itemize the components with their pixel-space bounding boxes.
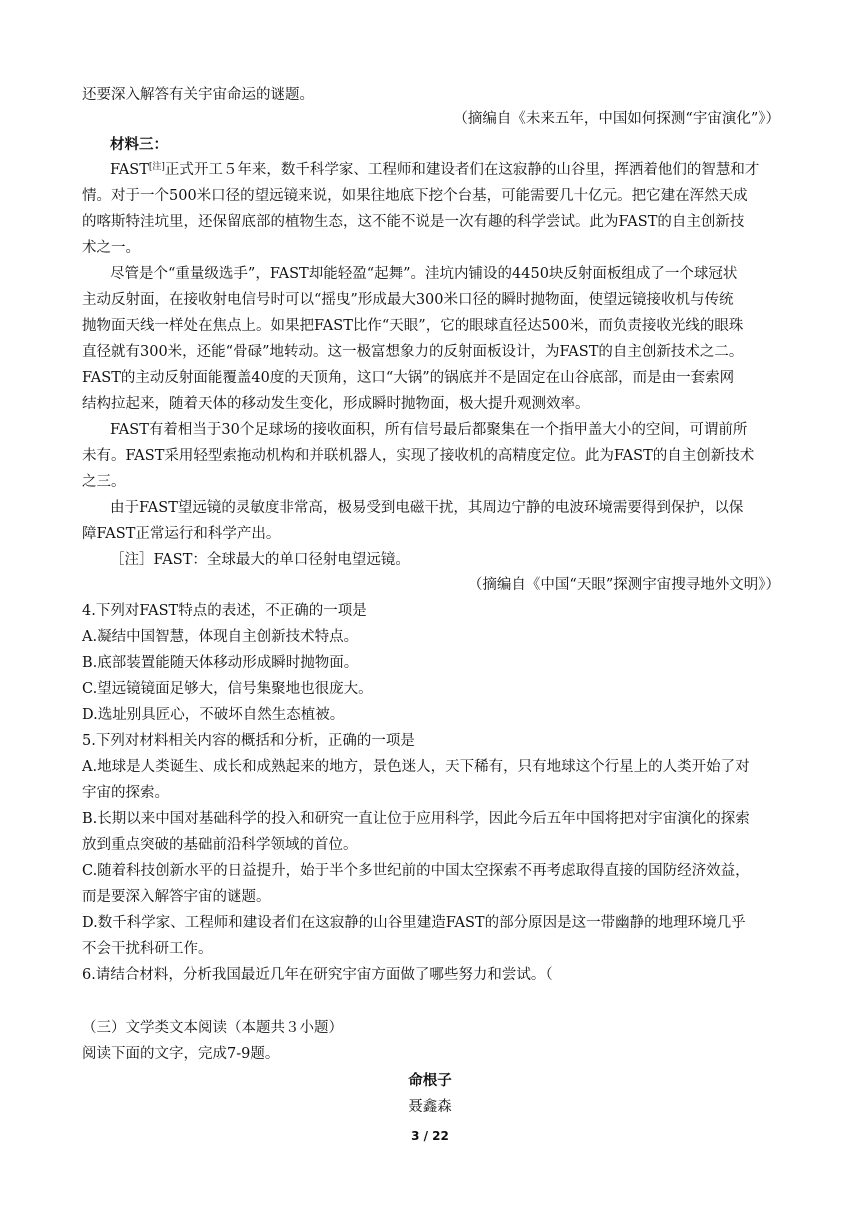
option-d-cont: 不会干扰科研工作。 [82,941,213,957]
paragraph-line: FAST有着相当于30个足球场的接收面积，所有信号最后都聚集在一个指甲盖大小的空间，可谓前所 [110,422,748,438]
option-a: A.地球是人类诞生、成长和成熟起来的地方，景色迷人，天下稀有，只有地球这个行星上的人类开始了对 [82,759,750,775]
section-title: （三）文学类文本阅读（本题共３小题） [82,1020,343,1036]
page-number: 3 / 22 [411,1129,449,1143]
paragraph-line: 情。对于一个500米口径的望远镜来说，如果往地底下挖个台基，可能需要几十亿元。把它建在浑然天成 [82,188,748,204]
option-b-cont: 放到重点突破的基础前沿科学领域的首位。 [82,837,358,853]
paragraph-line: 还要深入解答有关宇宙命运的谜题。 [82,87,314,103]
question-4: 4.下列对FAST特点的表述，不正确的一项是 [82,603,367,619]
paragraph-line: 主动反射面，在接收射电信号时可以“摇曳”形成最大300米口径的瞬时抛物面，使望远镜接收机与传统 [82,292,734,308]
option-c: C.随着科技创新水平的日益提升，始于半个多世纪前的中国太空探索不再考虑取得直接的国防经济效益， [82,863,750,879]
source-citation: （摘编自《中国“天眼”探测宇宙搜寻地外文明》） [467,577,780,593]
option-a: A.凝结中国智慧，体现自主创新技术特点。 [82,629,359,645]
paragraph-line: 术之一。 [82,240,140,256]
footnote: ［注］FAST：全球最大的单口径射电望远镜。 [110,552,410,568]
paragraph-line: 尽管是个“重量级选手”，FAST却能轻盈“起舞”。洼坑内铺设的4450块反射面板组成了一个球冠状 [110,266,738,282]
instruction: 阅读下面的文字，完成7-9题。 [82,1046,280,1062]
section-heading: 材料三： [110,137,168,153]
paragraph-line: 未有。FAST采用轻型索拖动机构和并联机器人，实现了接收机的高精度定位。此为FAST的自主创新技术 [82,448,755,464]
option-d: D.数千科学家、工程师和建设者们在这寂静的山谷里建造FAST的部分原因是这一带幽静的地理环境几乎 [82,915,746,931]
option-d: D.选址别具匠心，不破坏自然生态植被。 [82,707,345,723]
paragraph-line: 结构拉起来，随着天体的移动发生变化，形成瞬时抛物面，极大提升观测效率。 [82,396,590,412]
option-c-cont: 而是要深入解答宇宙的谜题。 [82,889,271,905]
option-b: B.长期以来中国对基础科学的投入和研究一直让位于应用科学，因此今后五年中国将把对宇宙演化的探索 [82,811,750,827]
story-author: 聂鑫森 [408,1099,452,1115]
paragraph-line: FAST[注]正式开工５年来，数千科学家、工程师和建设者们在这寂静的山谷里，挥洒着他们的智慧和才 [110,162,760,178]
paragraph-line: 的喀斯特洼坑里，还保留底部的植物生态，这不能不说是一次有趣的科学尝试。此为FAST的自主创新技 [82,214,745,230]
question-6: 6.请结合材料，分析我国最近几年在研究宇宙方面做了哪些努力和尝试。（ [82,967,553,983]
paragraph-line: 障FAST正常运行和科学产出。 [82,526,281,542]
story-title: 命根子 [408,1073,452,1089]
footnote-marker: [注] [148,162,165,172]
option-b: B.底部装置能随天体移动形成瞬时抛物面。 [82,655,359,671]
source-citation: （摘编自《未来五年，中国如何探测“宇宙演化”》） [453,111,780,127]
paragraph-line: 抛物面天线一样处在焦点上。如果把FAST比作“天眼”，它的眼球直径达500米，而负责接收光线的眼珠 [82,318,744,334]
paragraph-line: 之三。 [82,474,126,490]
option-a-cont: 宇宙的探索。 [82,785,169,801]
option-c: C.望远镜镜面足够大，信号集聚地也很庞大。 [82,681,373,697]
paragraph-line: FAST的主动反射面能覆盖40度的天顶角，这口“大锅”的锅底并不是固定在山谷底部，而是由一套索网 [82,370,735,386]
paragraph-line: 直径就有300米，还能“骨碌”地转动。这一极富想象力的反射面板设计，为FAST的自主创新技术之二。 [82,344,744,360]
question-5: 5.下列对材料相关内容的概括和分析，正确的一项是 [82,733,415,749]
paragraph-line: 由于FAST望远镜的灵敏度非常高，极易受到电磁干扰，其周边宁静的电波环境需要得到保护，以保 [110,500,744,516]
